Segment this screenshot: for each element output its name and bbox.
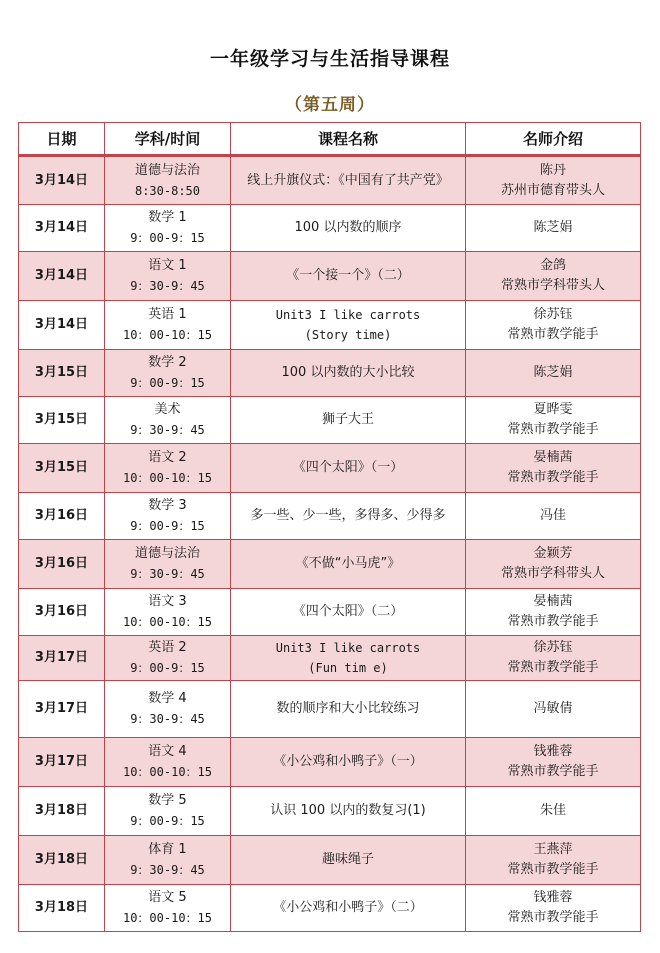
- subject-text: 语文 5: [148, 890, 187, 905]
- cell-course: [231, 205, 466, 252]
- teacher-name: 晏楠茜: [533, 450, 573, 465]
- table-row: [19, 252, 641, 301]
- cell-subject-time: [105, 738, 231, 787]
- subject-text: 数学 4: [148, 691, 187, 706]
- teacher-name: 钱雅蓉: [533, 890, 573, 905]
- subject-text: 美术: [154, 402, 181, 417]
- cell-course: [231, 156, 466, 205]
- course-text: 趣味绳子: [321, 852, 374, 867]
- date-text: 3月15日: [34, 460, 89, 475]
- time-text: 9：00-9：15: [130, 231, 205, 245]
- teacher-title: 常熟市教学能手: [507, 327, 599, 342]
- subject-text: 数学 2: [148, 355, 187, 370]
- course-text: 100 以内数的大小比较: [281, 365, 415, 380]
- course-text: 多一些、少一些，多得多、少得多: [250, 508, 446, 523]
- cell-date: [19, 444, 105, 493]
- cell-teacher: [466, 252, 641, 301]
- table-row: [19, 885, 641, 932]
- header-course-name: 课程名称: [231, 123, 466, 156]
- teacher-name: 徐苏钰: [533, 307, 573, 322]
- teacher-title: 常熟市教学能手: [507, 862, 599, 877]
- teacher-name: 王燕萍: [533, 842, 573, 857]
- cell-subject-time: [105, 636, 231, 681]
- cell-subject-time: [105, 540, 231, 589]
- time-text: 9：00-9：15: [130, 661, 205, 675]
- cell-teacher: [466, 738, 641, 787]
- course-text: 认识 100 以内的数复习(1): [270, 803, 426, 818]
- cell-subject-time: [105, 444, 231, 493]
- page-subtitle: （第五周）: [285, 95, 375, 115]
- table-body: [19, 156, 641, 932]
- cell-date: [19, 397, 105, 444]
- subject-text: 道德与法治: [134, 162, 200, 178]
- time-text: 10：00-10：15: [122, 328, 213, 342]
- cell-date: [19, 205, 105, 252]
- table-row: [19, 301, 641, 350]
- cell-subject-time: [105, 787, 231, 836]
- cell-date: [19, 836, 105, 885]
- date-text: 3月14日: [34, 317, 89, 332]
- page-title: 一年级学习与生活指导课程: [209, 48, 450, 70]
- time-text: 10：00-10：15: [122, 911, 213, 925]
- cell-subject-time: [105, 885, 231, 932]
- time-text: 9：00-9：15: [130, 814, 205, 828]
- header-date: 日期: [19, 123, 105, 156]
- course-text: 100 以内数的顺序: [294, 220, 402, 235]
- cell-subject-time: [105, 836, 231, 885]
- teacher-name: 钱雅蓉: [533, 744, 573, 759]
- time-text: 9：30-9：45: [130, 279, 205, 293]
- cell-course: [231, 397, 466, 444]
- cell-date: [19, 636, 105, 681]
- cell-date: [19, 301, 105, 350]
- course-text: 狮子大王: [321, 412, 374, 427]
- subject-text: 英语 1: [148, 307, 187, 322]
- time-text: 10：00-10：15: [122, 471, 213, 485]
- teacher-title: 常熟市教学能手: [507, 764, 599, 779]
- cell-subject-time: [105, 350, 231, 397]
- subject-text: 数学 1: [148, 210, 187, 225]
- teacher-name: 金鸽: [539, 258, 566, 273]
- date-text: 3月18日: [34, 900, 89, 915]
- cell-teacher: [466, 836, 641, 885]
- date-text: 3月14日: [34, 220, 89, 235]
- subject-text: 道德与法治: [134, 546, 200, 561]
- cell-subject-time: [105, 589, 231, 636]
- subject-text: 语文 2: [148, 450, 187, 465]
- date-text: 3月17日: [34, 754, 89, 769]
- table-row: [19, 836, 641, 885]
- cell-subject-time: [105, 681, 231, 738]
- cell-course: [231, 836, 466, 885]
- time-text: 10：00-10：15: [122, 765, 213, 779]
- teacher-name: 朱佳: [539, 803, 566, 818]
- table-row: [19, 681, 641, 738]
- table-row: [19, 738, 641, 787]
- table-row: [19, 350, 641, 397]
- date-text: 3月16日: [34, 604, 89, 619]
- cell-date: [19, 156, 105, 205]
- date-text: 3月18日: [34, 803, 89, 818]
- date-text: 3月17日: [34, 701, 89, 716]
- course-subtext: (Story time): [304, 328, 392, 342]
- cell-date: [19, 681, 105, 738]
- cell-teacher: [466, 681, 641, 738]
- cell-course: [231, 681, 466, 738]
- table-row: [19, 205, 641, 252]
- date-text: 3月15日: [34, 412, 89, 427]
- cell-teacher: [466, 540, 641, 589]
- cell-teacher: [466, 444, 641, 493]
- course-text: 《四个太阳》（二）: [292, 604, 404, 619]
- teacher-title: 常熟市教学能手: [507, 422, 599, 437]
- cell-course: [231, 787, 466, 836]
- subject-text: 英语 2: [148, 640, 187, 655]
- course-text: 数的顺序和大小比较练习: [276, 701, 420, 716]
- date-text: 3月14日: [34, 268, 89, 283]
- teacher-title: 常熟市教学能手: [507, 614, 599, 629]
- table-row: [19, 636, 641, 681]
- time-text: 8:30-8:50: [134, 183, 201, 198]
- cell-course: [231, 493, 466, 540]
- cell-date: [19, 493, 105, 540]
- teacher-title: 常熟市教学能手: [507, 910, 599, 925]
- cell-date: [19, 885, 105, 932]
- date-text: 3月14日: [34, 172, 89, 188]
- date-text: 3月16日: [34, 508, 89, 523]
- course-text: 《小公鸡和小鸭子》（一）: [273, 754, 423, 769]
- cell-teacher: [466, 397, 641, 444]
- cell-teacher: [466, 787, 641, 836]
- subject-text: 数学 3: [148, 498, 187, 513]
- course-text: 《不做“小马虎”》: [295, 556, 401, 571]
- teacher-title: 常熟市教学能手: [507, 660, 599, 675]
- table-row: [19, 540, 641, 589]
- cell-course: [231, 350, 466, 397]
- subject-text: 体育 1: [148, 842, 187, 857]
- time-text: 9：30-9：45: [130, 567, 205, 581]
- course-text: Unit3 I like carrots: [275, 641, 421, 655]
- cell-teacher: [466, 205, 641, 252]
- header-teacher-intro: 名师介绍: [466, 123, 641, 156]
- cell-course: [231, 636, 466, 681]
- cell-date: [19, 589, 105, 636]
- teacher-title: 常熟市学科带头人: [500, 566, 605, 581]
- cell-teacher: [466, 636, 641, 681]
- cell-teacher: [466, 301, 641, 350]
- teacher-name: 徐苏钰: [533, 640, 573, 655]
- cell-date: [19, 787, 105, 836]
- course-text: 《四个太阳》（一）: [292, 460, 404, 475]
- cell-date: [19, 738, 105, 787]
- table-row: [19, 493, 641, 540]
- table-row: [19, 589, 641, 636]
- subject-text: 语文 3: [148, 594, 187, 609]
- time-text: 9：30-9：45: [130, 863, 205, 877]
- teacher-name: 晏楠茜: [533, 594, 573, 609]
- course-text: 《一个接一个》（二）: [286, 268, 410, 283]
- teacher-name: 陈芝娟: [533, 365, 573, 380]
- cell-teacher: [466, 350, 641, 397]
- cell-course: [231, 444, 466, 493]
- time-text: 9：00-9：15: [130, 519, 205, 533]
- table-row: [19, 787, 641, 836]
- cell-teacher: [466, 493, 641, 540]
- subject-text: 语文 4: [148, 744, 187, 759]
- table-row: [19, 156, 641, 205]
- cell-date: [19, 350, 105, 397]
- cell-course: [231, 589, 466, 636]
- schedule-table: [18, 122, 641, 932]
- date-text: 3月16日: [34, 556, 89, 571]
- cell-date: [19, 252, 105, 301]
- cell-teacher: [466, 885, 641, 932]
- course-subtext: (Fun tim e): [308, 661, 388, 675]
- table-header-row: [19, 123, 641, 156]
- teacher-name: 冯敏倩: [533, 701, 573, 716]
- table-row: [19, 397, 641, 444]
- cell-subject-time: [105, 156, 231, 205]
- course-text: 线上升旗仪式：《中国有了共产党》: [247, 172, 449, 188]
- course-text: Unit3 I like carrots: [275, 308, 421, 322]
- table-row: [19, 444, 641, 493]
- subject-text: 数学 5: [148, 793, 187, 808]
- cell-date: [19, 540, 105, 589]
- teacher-title: 常熟市学科带头人: [500, 278, 605, 293]
- cell-teacher: [466, 156, 641, 205]
- teacher-name: 夏晔雯: [533, 402, 573, 417]
- header-subject-time: 学科/时间: [105, 123, 231, 156]
- subject-text: 语文 1: [148, 258, 187, 273]
- cell-subject-time: [105, 493, 231, 540]
- date-text: 3月15日: [34, 365, 89, 380]
- time-text: 9：30-9：45: [130, 712, 205, 726]
- cell-subject-time: [105, 205, 231, 252]
- teacher-name: 冯佳: [539, 508, 566, 523]
- teacher-title: 常熟市教学能手: [507, 470, 599, 485]
- cell-course: [231, 540, 466, 589]
- course-text: 《小公鸡和小鸭子》（二）: [273, 900, 423, 915]
- date-text: 3月18日: [34, 852, 89, 867]
- time-text: 10：00-10：15: [122, 615, 213, 629]
- time-text: 9：00-9：15: [130, 376, 205, 390]
- cell-course: [231, 885, 466, 932]
- cell-teacher: [466, 589, 641, 636]
- cell-course: [231, 252, 466, 301]
- teacher-name: 陈丹: [539, 162, 566, 178]
- teacher-name: 金颖芳: [533, 546, 573, 561]
- cell-subject-time: [105, 397, 231, 444]
- cell-subject-time: [105, 252, 231, 301]
- cell-course: [231, 738, 466, 787]
- date-text: 3月17日: [34, 650, 89, 665]
- time-text: 9：30-9：45: [130, 423, 205, 437]
- cell-course: [231, 301, 466, 350]
- cell-subject-time: [105, 301, 231, 350]
- teacher-title: 苏州市德育带头人: [500, 182, 605, 198]
- teacher-name: 陈芝娟: [533, 220, 573, 235]
